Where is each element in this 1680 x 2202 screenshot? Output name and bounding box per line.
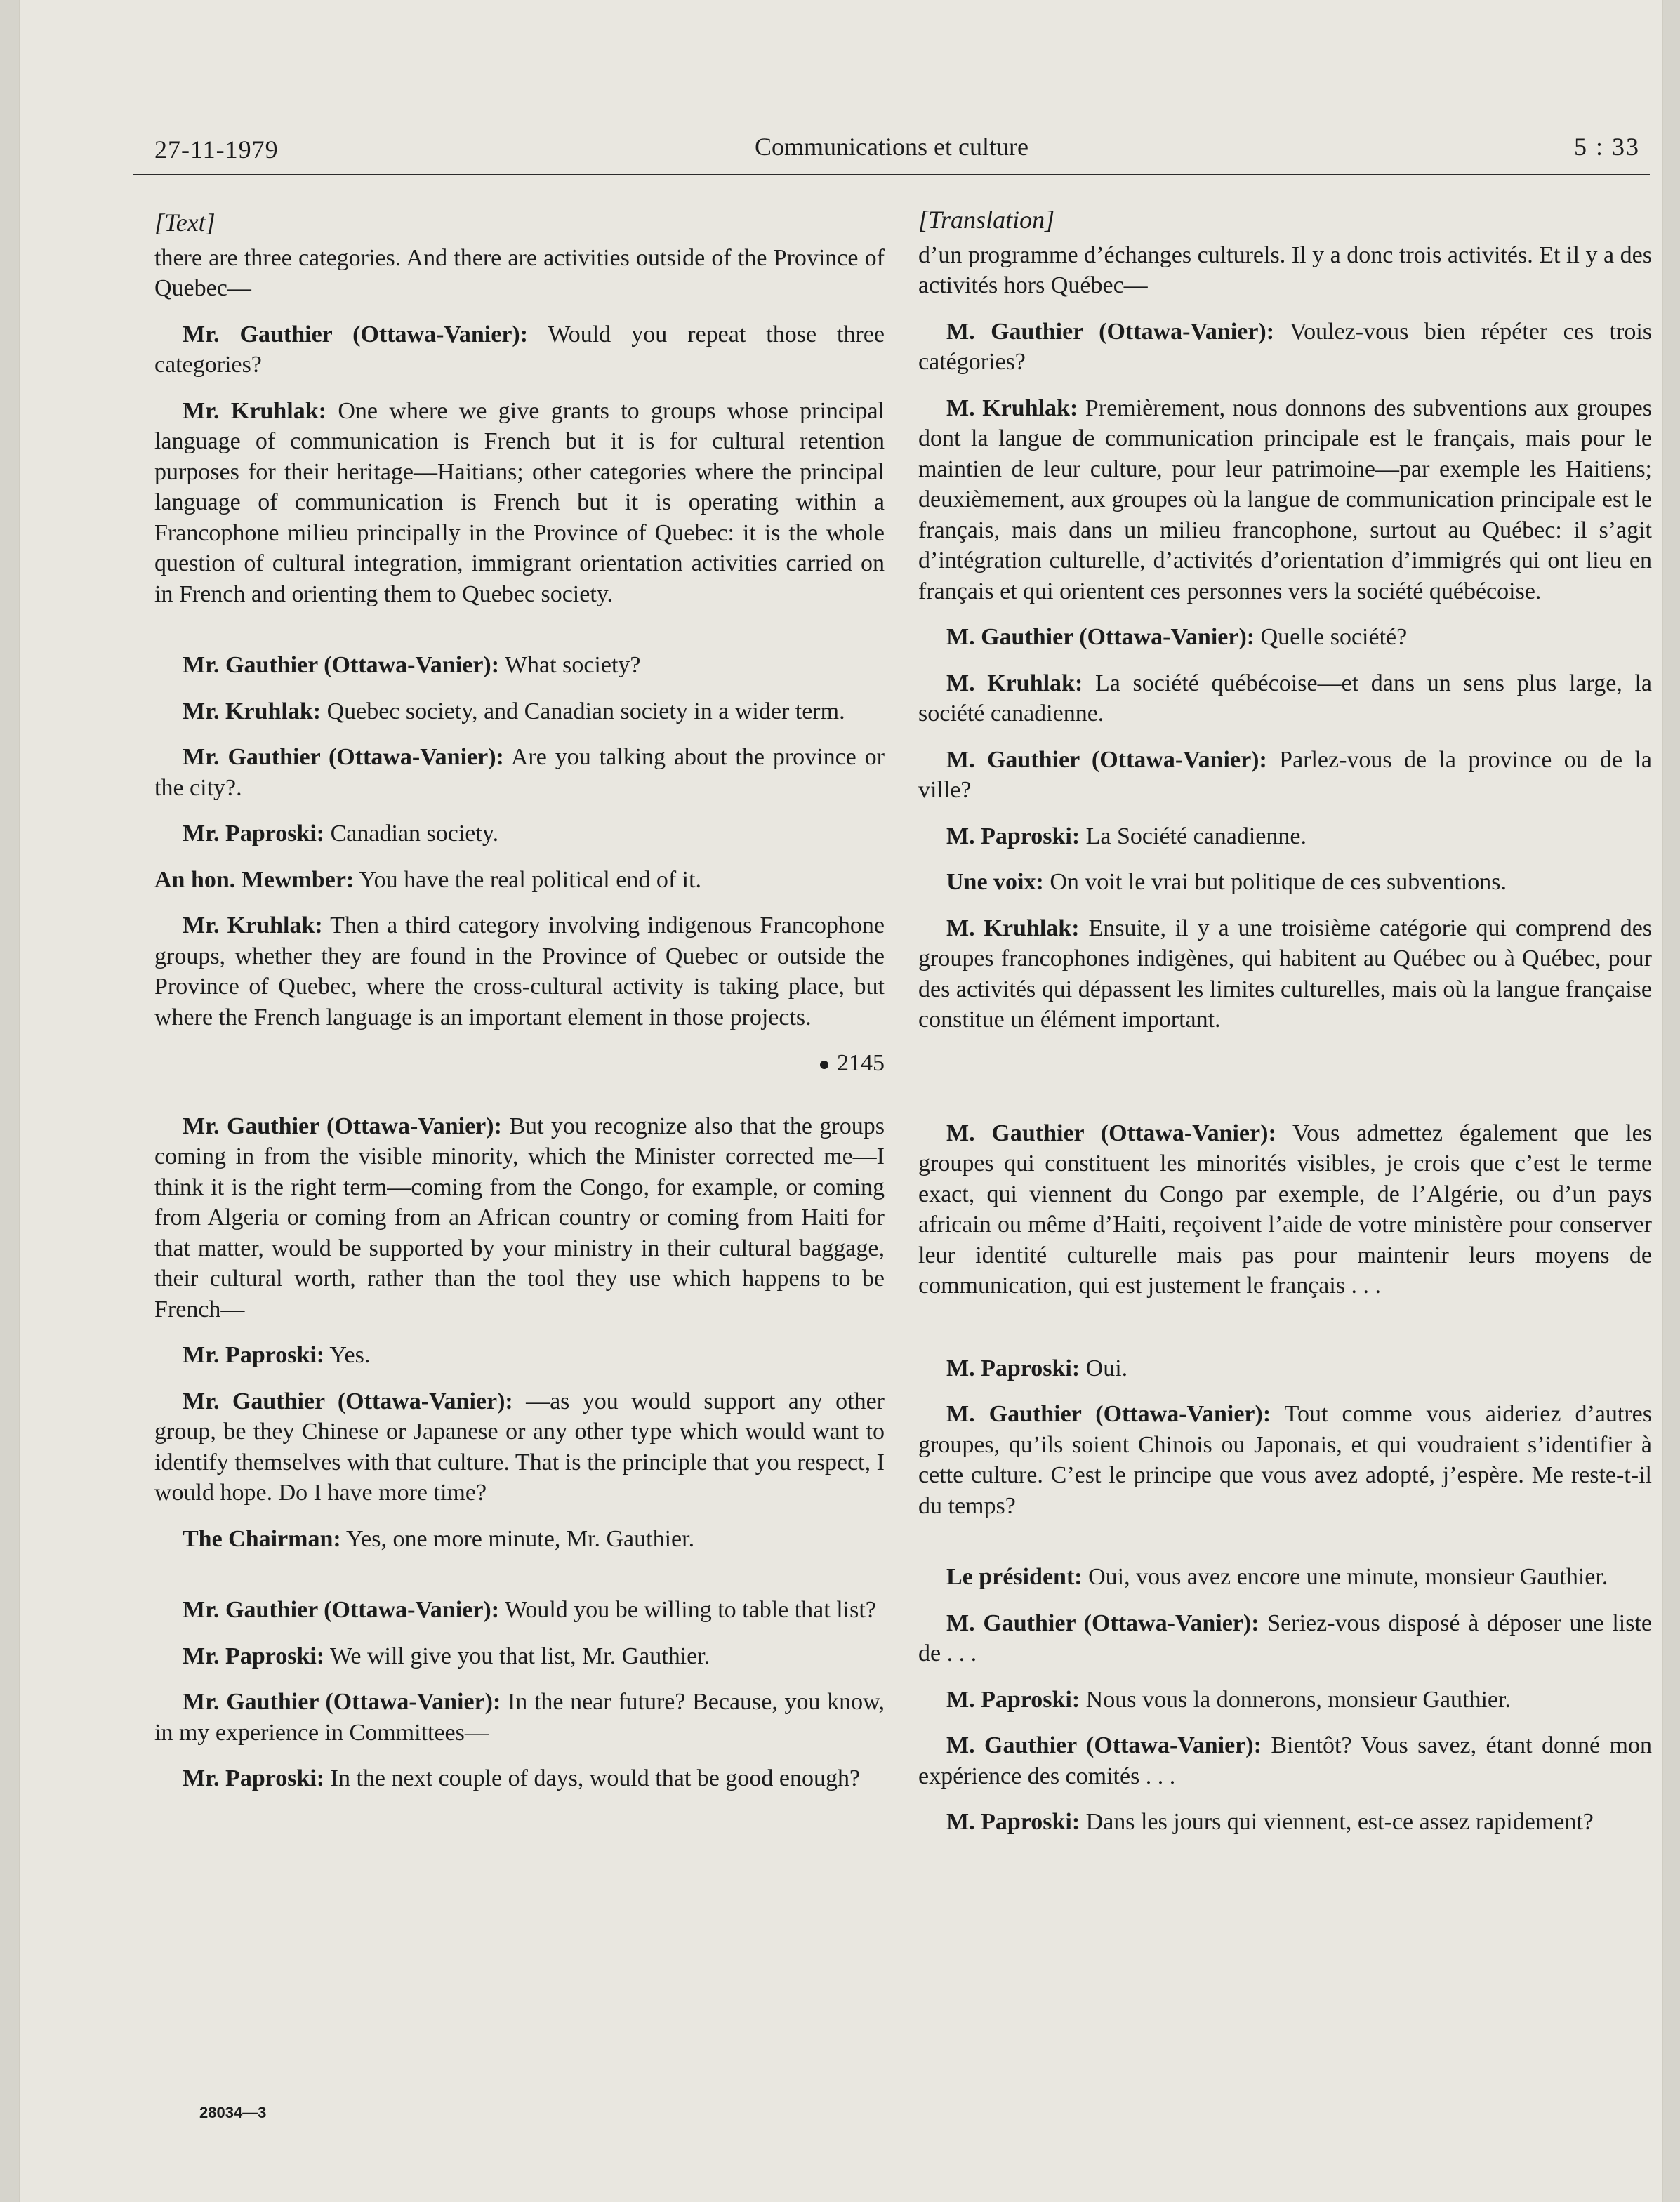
speech: —as you would support any other group, be they Chinese or Japanese or any other type which would want to identify themselves with that culture. That is the principle that you respect, I would hope. Do I have more time? (154, 1388, 885, 1506)
speaker: Mr. Kruhlak: (183, 913, 323, 938)
header-page-number: 5 : 33 (1573, 133, 1640, 161)
speech: In the near future? Because, you know, in my experience in Committees— (154, 1689, 885, 1746)
speech: Nous vous la donnerons, monsieur Gauthier. (1080, 1686, 1511, 1713)
right-item-15 (918, 1807, 1652, 1838)
left-item-0 (154, 319, 885, 380)
right-intro: d’un programme d’échanges culturels. Il y a donc trois activités. Et il y a des activités hors Québec— (918, 241, 1652, 298)
left-item-3 (154, 696, 885, 727)
right-item-11 (918, 1562, 1652, 1593)
right-item-14 (918, 1730, 1652, 1791)
right-item-0 (918, 317, 1652, 378)
speaker: The Chairman: (183, 1525, 341, 1552)
speaker: Le président: (946, 1564, 1083, 1590)
left-item-7 (154, 910, 885, 1033)
left-item-4 (154, 742, 885, 803)
left-column (154, 208, 885, 1810)
speaker: Mr. Gauthier (Ottawa-Vanier): (183, 1597, 500, 1623)
speech: You have the real political end of it. (354, 866, 702, 893)
speaker: Mr. Paproski: (183, 1342, 325, 1368)
speech: Dans les jours qui viennent, est-ce assez rapidement? (1080, 1809, 1594, 1835)
speech: Premièrement, nous donnons des subventions aux groupes dont la langue de communication principale est le français, mais pour le maintien de leur culture, pour leur patrimoine—par exemple les Haitiens; deuxièmement, aux groupes où la langue de communication principale est le français, mais dans un milieu francophone, surtout au Québec: il s’agit d’intégration culturelle, d’activités d’orientation d’immigrés qui ont lieu en français et qui orientent ces personnes vers la société québécoise. (918, 394, 1653, 604)
bullet-icon (820, 1061, 828, 1069)
speaker: Mr. Kruhlak: (183, 397, 326, 424)
speech: But you recognize also that the groups coming in from the visible minority, which the Minister corrected me—I think it is the right term—coming from the Congo, for example, or coming from Algeria or coming from an African country or coming from Haiti for that matter, would be supported by your ministry in their cultural baggage, their cultural worth, rather than the tool they use which happens to be French— (154, 1113, 885, 1322)
speech: On voit le vrai but politique de ces subventions. (1043, 869, 1507, 895)
time-marker-value: 2145 (837, 1050, 885, 1076)
right-item-3 (918, 668, 1652, 729)
speech: Bientôt? Vous savez, étant donné mon expérience des comités . . . (918, 1732, 1652, 1789)
speaker: Mr. Gauthier (Ottawa-Vanier): (183, 1388, 513, 1414)
speech: Yes. (324, 1342, 371, 1368)
speech: In the next couple of days, would that be good enough? (324, 1765, 861, 1791)
right-item-13 (918, 1685, 1652, 1716)
left-item-12 (154, 1595, 885, 1626)
speech: Vous admettez également que les groupes qui constituent les minorités visibles, je crois que c’est le terme exact, qui viennent du Congo par exemple, de l’Algérie, ou d’un pays africain ou même d’Haiti, reçoivent l’aide de votre ministère pour conserver leur identité culturelle mais pas pour maintenir leurs moyens de communication, qui est justement le français . . . (918, 1120, 1652, 1299)
speech: Then a third category involving indigenous Francophone groups, whether they are found in the Province of Quebec or outside the Province of Quebec, where the cross-cultural activity is taking place, but where the French language is an important element in those projects. (154, 913, 885, 1030)
left-item-11 (154, 1524, 885, 1555)
right-item-4 (918, 745, 1652, 806)
speaker: M. Gauthier (Ottawa-Vanier): (946, 746, 1267, 773)
speaker: Mr. Gauthier (Ottawa-Vanier): (183, 1689, 501, 1715)
right-item-2 (918, 622, 1652, 653)
right-item-8 (918, 1118, 1652, 1301)
document-page (20, 0, 1662, 2202)
left-item-2 (154, 650, 885, 681)
speaker: Mr. Kruhlak: (183, 698, 322, 724)
left-item-5 (154, 818, 885, 849)
speaker: Mr. Gauthier (Ottawa-Vanier): (183, 652, 500, 678)
speaker: An hon. Mewmber: (154, 866, 355, 893)
speech: Ensuite, il y a une troisième catégorie qui comprend des groupes francophones indigènes, qui habitent au Québec ou à Québec, pour des activités qui dépassent les limites culturelles, mais où la langue française constitue un élément important. (918, 915, 1653, 1033)
speaker: M. Kruhlak: (946, 915, 1080, 941)
speaker: M. Gauthier (Ottawa-Vanier): (946, 1732, 1262, 1758)
page-header (133, 128, 1650, 175)
speech: La société québécoise—et dans un sens plus large, la société canadienne. (918, 670, 1653, 727)
header-date: 27-11-1979 (154, 135, 279, 164)
speaker: M. Gauthier (Ottawa-Vanier): (946, 1610, 1259, 1636)
speaker: M. Kruhlak: (946, 670, 1083, 696)
speaker: M. Paproski: (946, 1686, 1080, 1713)
speech: We will give you that list, Mr. Gauthier. (324, 1643, 710, 1669)
speaker: M. Paproski: (946, 1809, 1080, 1835)
left-item-1 (154, 396, 885, 610)
speech: Parlez-vous de la province ou de la ville? (918, 746, 1652, 803)
speech: One where we give grants to groups whose principal language of communication is French but it is for cultural retention purposes for their heritage—Haitians; other categories where the principal language of communication is French but it is operating within a Francophone milieu principally in the Province of Quebec: it is the whole question of cultural integration, immigrant orientation activities carried on in French and orienting them to Quebec society. (154, 397, 885, 607)
speaker: Mr. Paproski: (183, 1643, 325, 1669)
speech: Oui. (1080, 1355, 1128, 1381)
speaker: M. Gauthier (Ottawa-Vanier): (946, 1120, 1276, 1146)
speaker: Mr. Gauthier (Ottawa-Vanier): (183, 744, 504, 770)
left-item-13 (154, 1641, 885, 1672)
left-item-6 (154, 865, 885, 896)
speech: What society? (499, 652, 641, 678)
left-item-8 (154, 1111, 885, 1325)
speech: Oui, vous avez encore une minute, monsieur Gauthier. (1082, 1564, 1608, 1590)
speaker: Une voix: (946, 869, 1044, 895)
speech: Quebec society, and Canadian society in a wider term. (321, 698, 845, 724)
speaker: Mr. Paproski: (183, 821, 325, 847)
speech: Voulez-vous bien répéter ces trois catégories? (918, 318, 1652, 375)
time-marker (154, 1048, 885, 1079)
speaker: Mr. Gauthier (Ottawa-Vanier): (183, 1113, 502, 1139)
right-item-6 (918, 867, 1652, 898)
speech: Canadian society. (324, 821, 499, 847)
right-item-5 (918, 821, 1652, 852)
right-item-1 (918, 393, 1652, 607)
right-item-12 (918, 1608, 1652, 1669)
speech: Yes, one more minute, Mr. Gauthier. (340, 1525, 695, 1552)
speech: Tout comme vous aideriez d’autres groupes, qu’ils soient Chinois ou Japonais, et qui voudraient s’identifier à cette culture. C’est le principe que vous avez adopté, j’espère. Me reste-t-il du temps? (918, 1401, 1652, 1519)
translation-tag: [Translation] (918, 206, 1055, 234)
left-item-10 (154, 1386, 885, 1508)
right-item-7 (918, 913, 1652, 1035)
speaker: M. Gauthier (Ottawa-Vanier): (946, 1401, 1271, 1427)
right-item-9 (918, 1353, 1652, 1384)
speaker: M. Gauthier (Ottawa-Vanier): (946, 318, 1275, 345)
speaker: M. Paproski: (946, 1355, 1080, 1381)
speech: La Société canadienne. (1080, 823, 1307, 849)
speaker: Mr. Gauthier (Ottawa-Vanier): (183, 321, 529, 347)
speech: Are you talking about the province or the city?. (154, 744, 885, 801)
text-tag: [Text] (154, 208, 216, 237)
speaker: M. Paproski: (946, 823, 1080, 849)
speech: Quelle société? (1255, 624, 1408, 650)
speaker: Mr. Paproski: (183, 1765, 325, 1791)
speech: Would you repeat those three categories? (154, 321, 885, 378)
right-item-10 (918, 1399, 1652, 1521)
footer-code: 28034—3 (199, 2104, 267, 2121)
speech: Seriez-vous disposé à déposer une liste de . . . (918, 1610, 1652, 1666)
speech: Would you be willing to table that list? (499, 1597, 876, 1623)
speaker: M. Gauthier (Ottawa-Vanier): (946, 624, 1255, 650)
left-item-15 (154, 1763, 885, 1794)
left-intro: there are three categories. And there are activities outside of the Province of Quebec— (154, 244, 885, 301)
right-column (918, 205, 1652, 1853)
left-item-9 (154, 1340, 885, 1371)
left-item-14 (154, 1687, 885, 1748)
header-title: Communications et culture (755, 133, 1028, 161)
speaker: M. Kruhlak: (946, 394, 1078, 421)
